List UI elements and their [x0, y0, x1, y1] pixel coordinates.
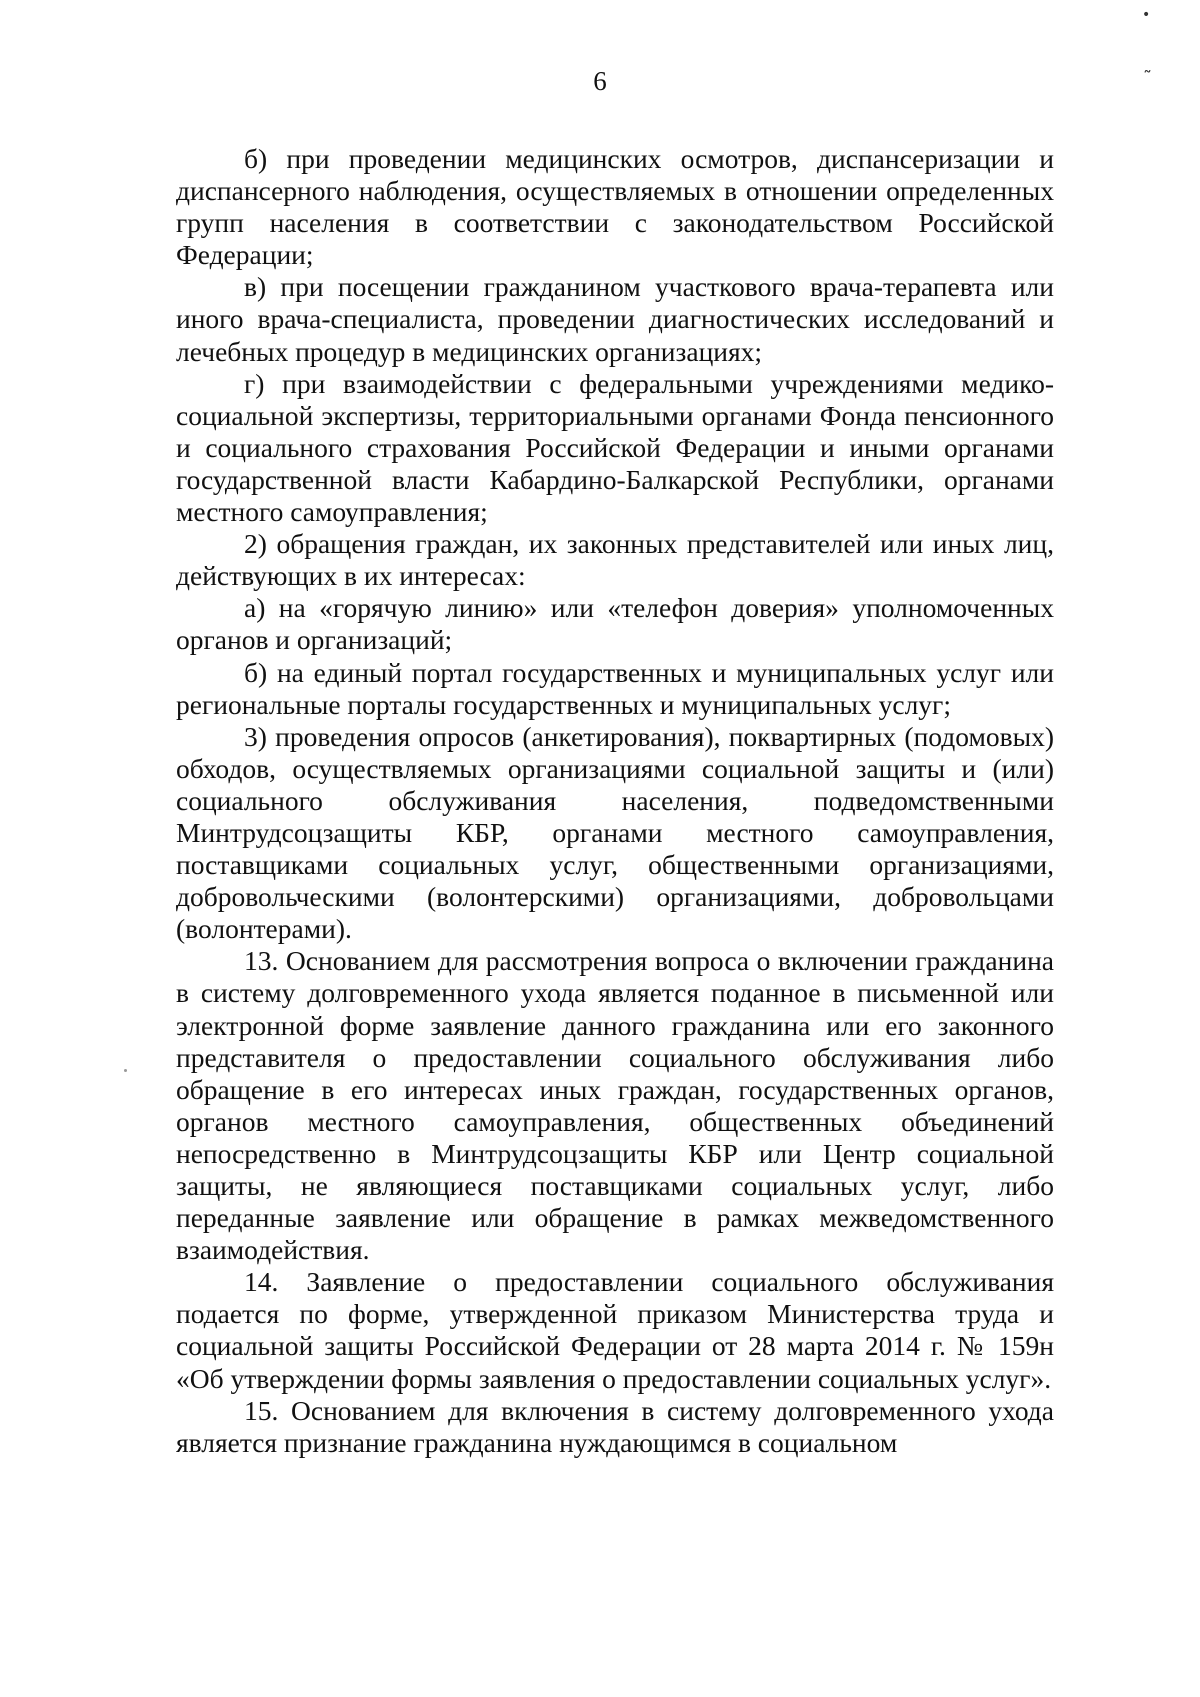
paragraph-14-application: 14. Заявление о предоставлении социального обслуживания подается по форме, утвержденной приказом Министерства труда и социальной защиты Российской Федерации от 28 марта 2014 г. № 159н «Об утверждении формы заявления о предоставлении социальных услуг».	[176, 1266, 1054, 1394]
page-number: 6	[593, 66, 607, 96]
scan-artifact-mark: ˜	[1143, 68, 1152, 89]
paragraph-13-basis: 13. Основанием для рассмотрения вопроса о включении гражданина в систему долговременного ухода является поданное в письменной или электронной форме заявление данного гражданина или его законного представителя о предоставлении социального обслуживания либо обращение в его интересах иных граждан, государственных органов, органов местного самоуправления, общественных объединений непосредственно в Минтрудсоцзащиты КБР или Центр социальной защиты, не являющиеся поставщиками социальных услуг, либо переданные заявление или обращение в рамках межведомственного взаимодействия.	[176, 945, 1054, 1266]
paragraph-2-citizen-appeals: 2) обращения граждан, их законных представителей или иных лиц, действующих в их интересах:	[176, 528, 1054, 592]
paragraph-g-interaction: г) при взаимодействии с федеральными учреждениями медико-социальной экспертизы, территориальными органами Фонда пенсионного и социального страхования Российской Федерации и иными органами государственной власти Кабардино-Балкарской Республики, органами местного самоуправления;	[176, 367, 1054, 528]
document-body	[176, 143, 1054, 1459]
paragraph-a-hotline: а) на «горячую линию» или «телефон доверия» уполномоченных органов и организаций;	[176, 592, 1054, 656]
paragraph-15-inclusion: 15. Основанием для включения в систему долговременного ухода является признание гражданина нуждающимся в социальном	[176, 1394, 1054, 1458]
scan-artifact-dot: •	[1142, 7, 1151, 23]
paragraph-b-portal: б) на единый портал государственных и муниципальных услуг или региональные порталы государственных и муниципальных услуг;	[176, 656, 1054, 720]
paragraph-b-medical-checkups: б) при проведении медицинских осмотров, диспансеризации и диспансерного наблюдения, осуществляемых в отношении определенных групп населения в соответствии с законодательством Российской Федерации;	[176, 143, 1054, 271]
paragraph-v-doctor-visit: в) при посещении гражданином участкового врача-терапевта или иного врача-специалиста, проведении диагностических исследований и лечебных процедур в медицинских организациях;	[176, 271, 1054, 367]
scan-artifact-speck	[124, 1069, 127, 1072]
paragraph-3-surveys: 3) проведения опросов (анкетирования), поквартирных (подомовых) обходов, осуществляемых организациями социальной защиты и (или) социального обслуживания населения, подведомственными Минтрудсоцзащиты КБР, органами местного самоуправления, поставщиками социальных услуг, общественными организациями, добровольческими (волонтерскими) организациями, добровольцами (волонтерами).	[176, 720, 1054, 945]
